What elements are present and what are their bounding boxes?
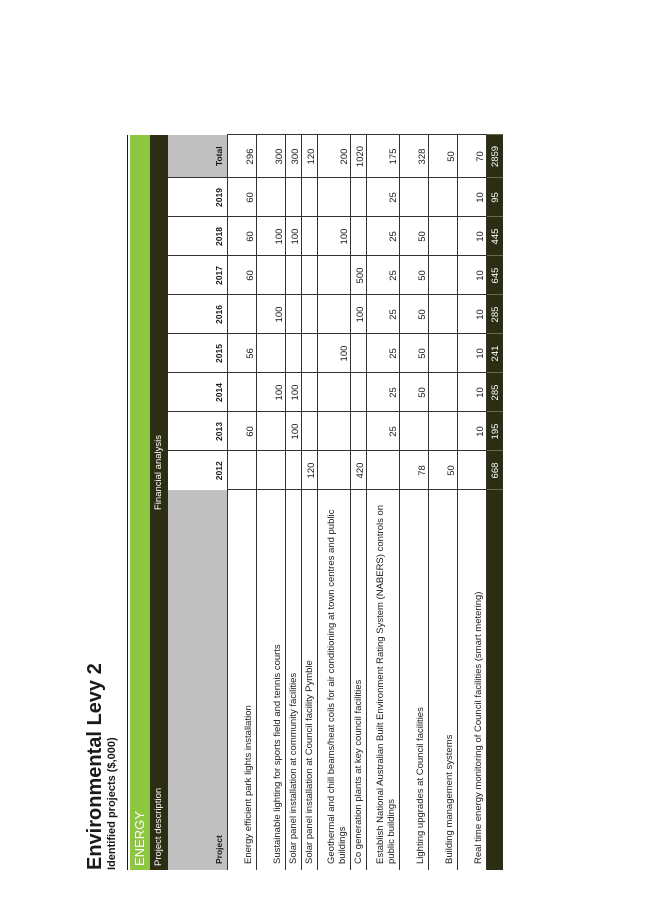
year-value-cell: 56 — [228, 334, 257, 373]
year-value-cell: 10 — [458, 178, 487, 217]
year-value-cell — [257, 412, 286, 451]
year-value-cell — [351, 373, 367, 412]
table-row — [367, 135, 400, 870]
year-value-cell: 60 — [228, 256, 257, 295]
row-total-cell: 200 — [318, 135, 351, 178]
year-value-cell — [286, 451, 302, 490]
project-name-cell: Sustainable lighting for sports field and tennis courts — [257, 490, 286, 870]
year-total-cell: 285 — [487, 373, 504, 412]
landscape-page — [70, 135, 560, 870]
year-value-cell — [286, 178, 302, 217]
year-total-cell: 95 — [487, 178, 504, 217]
project-name-cell: Solar panel installation at Council facility Pymble — [302, 490, 318, 870]
year-value-cell — [302, 256, 318, 295]
year-value-cell: 25 — [367, 295, 400, 334]
year-value-cell: 50 — [400, 373, 429, 412]
year-value-cell: 50 — [400, 217, 429, 256]
table-row — [458, 135, 487, 870]
year-value-cell — [302, 373, 318, 412]
section-band-energy: ENERGY — [130, 135, 150, 870]
table-row — [302, 135, 318, 870]
year-value-cell — [367, 451, 400, 490]
project-name-cell: Building management systems — [429, 490, 458, 870]
year-value-cell — [302, 178, 318, 217]
year-value-cell: 120 — [302, 451, 318, 490]
year-value-cell: 25 — [367, 334, 400, 373]
year-total-cell: 285 — [487, 295, 504, 334]
year-value-cell: 10 — [458, 256, 487, 295]
project-name-cell: Solar panel installation at community facilities — [286, 490, 302, 870]
grand-total-cell: 2859 — [487, 135, 504, 178]
header-year: 2019 — [168, 178, 228, 217]
year-value-cell — [302, 334, 318, 373]
project-name-cell: Establish National Australian Built Environment Rating System (NABERS) controls on public buildings — [367, 490, 400, 870]
year-value-cell — [228, 295, 257, 334]
year-value-cell: 60 — [228, 178, 257, 217]
table-row — [400, 135, 429, 870]
year-value-cell — [302, 412, 318, 451]
year-value-cell — [318, 256, 351, 295]
year-value-cell — [429, 256, 458, 295]
year-total-cell: 645 — [487, 256, 504, 295]
year-value-cell — [302, 217, 318, 256]
year-value-cell: 78 — [400, 451, 429, 490]
year-value-cell: 100 — [257, 217, 286, 256]
year-value-cell: 100 — [318, 334, 351, 373]
year-value-cell — [351, 217, 367, 256]
year-value-cell: 10 — [458, 334, 487, 373]
year-value-cell — [351, 412, 367, 451]
year-value-cell: 50 — [400, 295, 429, 334]
year-value-cell — [400, 412, 429, 451]
year-value-cell: 10 — [458, 295, 487, 334]
project-name-cell: Lighting upgrades at Council facilities — [400, 490, 429, 870]
header-year: 2012 — [168, 451, 228, 490]
row-total-cell: 296 — [228, 135, 257, 178]
header-year: 2013 — [168, 412, 228, 451]
table-body — [228, 135, 504, 870]
header-year: 2018 — [168, 217, 228, 256]
projects-table — [168, 135, 503, 871]
year-value-cell: 50 — [400, 334, 429, 373]
table-row — [429, 135, 458, 870]
table-row — [318, 135, 351, 870]
year-value-cell — [429, 373, 458, 412]
table-row — [286, 135, 302, 870]
year-value-cell: 100 — [257, 373, 286, 412]
year-value-cell: 10 — [458, 412, 487, 451]
year-value-cell — [429, 295, 458, 334]
column-group-band — [150, 135, 168, 870]
year-total-cell: 241 — [487, 334, 504, 373]
year-value-cell: 25 — [367, 217, 400, 256]
project-description-label: Project description — [153, 787, 164, 866]
totals-label-cell — [487, 490, 504, 870]
project-name-cell: Geothermal and chill beams/heat coils for air conditioning at town centres and public buildings — [318, 490, 351, 870]
row-total-cell: 328 — [400, 135, 429, 178]
year-value-cell: 500 — [351, 256, 367, 295]
year-value-cell — [429, 178, 458, 217]
year-value-cell — [318, 373, 351, 412]
year-value-cell — [318, 451, 351, 490]
title-rule — [127, 135, 128, 870]
year-value-cell: 10 — [458, 217, 487, 256]
header-year: 2015 — [168, 334, 228, 373]
header-project: Project — [168, 490, 228, 870]
year-value-cell: 25 — [367, 256, 400, 295]
year-value-cell — [429, 217, 458, 256]
year-value-cell — [257, 334, 286, 373]
header-year: 2016 — [168, 295, 228, 334]
year-value-cell — [228, 451, 257, 490]
year-value-cell: 25 — [367, 373, 400, 412]
year-total-cell: 445 — [487, 217, 504, 256]
year-value-cell: 10 — [458, 373, 487, 412]
page-title: Environmental Levy 2 — [84, 663, 106, 870]
year-value-cell — [429, 334, 458, 373]
year-value-cell: 100 — [351, 295, 367, 334]
row-total-cell: 1020 — [351, 135, 367, 178]
header-year: 2014 — [168, 373, 228, 412]
year-value-cell: 100 — [286, 412, 302, 451]
projects-table-section — [130, 135, 503, 870]
year-value-cell — [351, 334, 367, 373]
year-value-cell: 60 — [228, 412, 257, 451]
year-value-cell: 25 — [367, 178, 400, 217]
row-total-cell: 300 — [286, 135, 302, 178]
year-value-cell: 50 — [429, 451, 458, 490]
year-value-cell: 60 — [228, 217, 257, 256]
year-value-cell: 50 — [400, 256, 429, 295]
year-value-cell — [400, 178, 429, 217]
year-value-cell — [286, 295, 302, 334]
year-value-cell — [257, 178, 286, 217]
year-value-cell — [286, 334, 302, 373]
year-value-cell — [257, 451, 286, 490]
year-value-cell: 100 — [257, 295, 286, 334]
year-value-cell — [318, 178, 351, 217]
year-value-cell — [228, 373, 257, 412]
totals-row — [487, 135, 504, 870]
year-value-cell — [429, 412, 458, 451]
row-total-cell: 300 — [257, 135, 286, 178]
project-name-cell: Co generation plants at key council facilities — [351, 490, 367, 870]
year-value-cell — [286, 256, 302, 295]
table-row — [257, 135, 286, 870]
project-name-cell: Real time energy monitoring of Council facilities (smart metering) — [458, 490, 487, 870]
year-value-cell — [318, 295, 351, 334]
row-total-cell: 120 — [302, 135, 318, 178]
row-total-cell: 70 — [458, 135, 487, 178]
year-value-cell — [257, 256, 286, 295]
year-value-cell — [302, 295, 318, 334]
row-total-cell: 50 — [429, 135, 458, 178]
year-value-cell: 100 — [286, 373, 302, 412]
year-total-cell: 195 — [487, 412, 504, 451]
year-value-cell — [318, 412, 351, 451]
table-row — [351, 135, 367, 870]
year-value-cell — [458, 451, 487, 490]
year-value-cell: 100 — [286, 217, 302, 256]
financial-analysis-label: Financial analysis — [153, 435, 164, 510]
year-value-cell: 25 — [367, 412, 400, 451]
table-header-row — [168, 135, 228, 870]
page-subtitle: Identified projects ($,000) — [106, 737, 118, 870]
header-total: Total — [168, 135, 228, 178]
year-value-cell: 420 — [351, 451, 367, 490]
table-row — [228, 135, 257, 870]
header-year: 2017 — [168, 256, 228, 295]
year-value-cell — [351, 178, 367, 217]
project-name-cell: Energy efficient park lights installation — [228, 490, 257, 870]
row-total-cell: 175 — [367, 135, 400, 178]
year-value-cell: 100 — [318, 217, 351, 256]
year-total-cell: 668 — [487, 451, 504, 490]
